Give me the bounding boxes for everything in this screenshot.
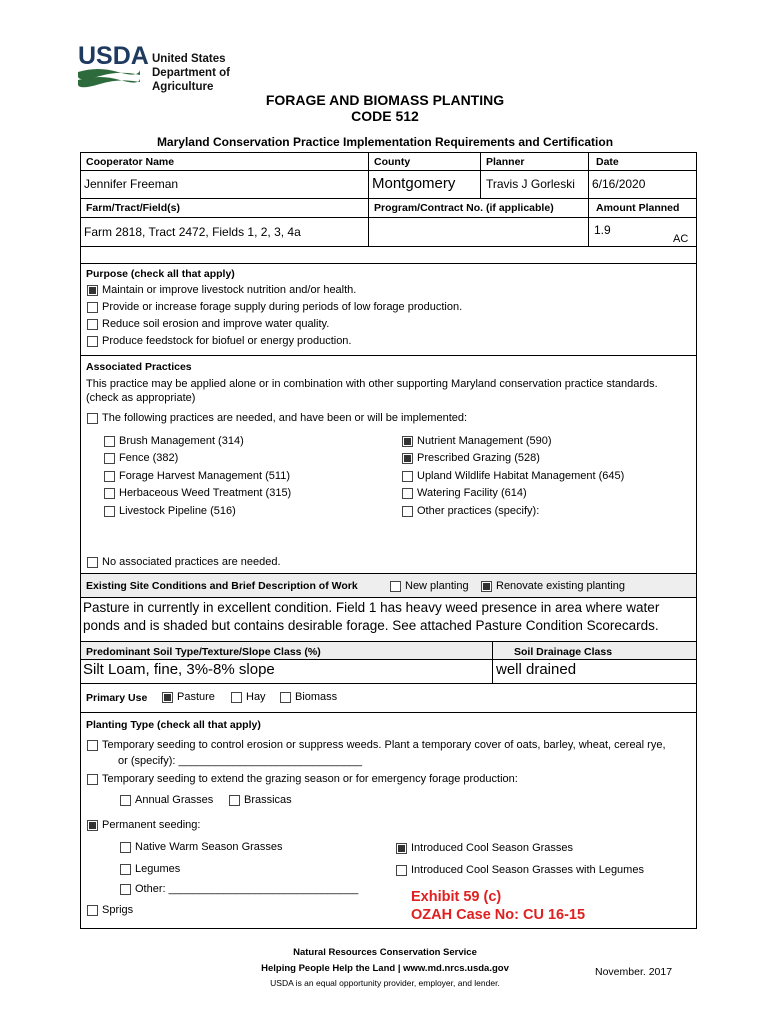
associated-desc-1: This practice may be applied alone or in combination with other supporting Maryland conservation practice standards.	[86, 378, 658, 390]
associated-desc-2: (check as appropriate)	[86, 392, 196, 404]
other-practices-label: Other practices (specify):	[417, 505, 540, 517]
upland-wildlife-label: Upland Wildlife Habitat Management (645)	[417, 470, 625, 482]
cool-season-legumes-checkbox[interactable]	[396, 865, 407, 876]
brassicas-label: Brassicas	[244, 794, 292, 806]
primary-use-label: Primary Use	[86, 692, 148, 704]
purpose-item-4: Produce feedstock for biofuel or energy production.	[102, 335, 352, 347]
temp-seeding-grazing-label: Temporary seeding to extend the grazing season or for emergency forage production:	[102, 773, 518, 785]
pasture-label: Pasture	[177, 691, 215, 703]
purpose-item-3: Reduce soil erosion and improve water quality.	[102, 318, 330, 330]
practices-needed-label: The following practices are needed, and have been or will be implemented:	[102, 412, 468, 424]
prescribed-grazing-label: Prescribed Grazing (528)	[417, 452, 540, 464]
prescribed-grazing-checkbox[interactable]	[402, 453, 413, 464]
legumes-label: Legumes	[135, 863, 181, 875]
purpose-checkbox-2[interactable]	[87, 302, 98, 313]
cooperator-label: Cooperator Name	[86, 156, 175, 168]
farm-field[interactable]: Farm 2818, Tract 2472, Fields 1, 2, 3, 4a	[84, 225, 301, 239]
form-subtitle: Maryland Conservation Practice Implementation Requirements and Certification	[156, 135, 614, 149]
amount-unit: AC	[673, 233, 689, 245]
annual-grasses-checkbox[interactable]	[120, 795, 131, 806]
cool-season-checkbox[interactable]	[396, 843, 407, 854]
temp-seeding-specify[interactable]: or (specify): ______________________________	[118, 755, 363, 767]
purpose-checkbox-1[interactable]	[87, 285, 98, 296]
exhibit-stamp-line-1: Exhibit 59 (c)	[411, 889, 502, 905]
other-seeding-label[interactable]: Other: _______________________________	[135, 883, 359, 895]
watering-facility-checkbox[interactable]	[402, 488, 413, 499]
amount-label: Amount Planned	[596, 202, 680, 214]
brush-management-checkbox[interactable]	[104, 436, 115, 447]
new-planting-label: New planting	[405, 580, 469, 592]
purpose-item-1: Maintain or improve livestock nutrition and/or health.	[102, 284, 357, 296]
temp-seeding-erosion-checkbox[interactable]	[87, 740, 98, 751]
permanent-seeding-checkbox[interactable]	[87, 820, 98, 831]
herbaceous-weed-label: Herbaceous Weed Treatment (315)	[119, 487, 292, 499]
cooperator-field[interactable]: Jennifer Freeman	[84, 177, 179, 191]
biomass-checkbox[interactable]	[280, 692, 291, 703]
other-seeding-checkbox[interactable]	[120, 884, 131, 895]
purpose-checkbox-4[interactable]	[87, 336, 98, 347]
pasture-checkbox[interactable]	[162, 692, 173, 703]
purpose-heading: Purpose (check all that apply)	[86, 268, 235, 280]
usda-logo-text: USDA	[78, 42, 149, 70]
livestock-pipeline-checkbox[interactable]	[104, 506, 115, 517]
existing-description-line-2[interactable]: ponds and is shaded but contains desirable forage. See attached Pasture Condition Scorecards.	[83, 618, 659, 633]
date-field[interactable]: 6/16/2020	[592, 177, 646, 191]
fence-checkbox[interactable]	[104, 453, 115, 464]
purpose-checkbox-3[interactable]	[87, 319, 98, 330]
no-associated-checkbox[interactable]	[87, 557, 98, 568]
form-code: CODE 512	[351, 108, 419, 124]
date-label: Date	[596, 156, 619, 168]
existing-heading: Existing Site Conditions and Brief Description of Work	[86, 580, 358, 592]
farm-label: Farm/Tract/Field(s)	[86, 202, 180, 214]
nutrient-management-checkbox[interactable]	[402, 436, 413, 447]
footer-tagline: Helping People Help the Land | www.md.nrcs.usda.gov	[261, 963, 509, 974]
planner-label: Planner	[486, 156, 525, 168]
footer-date: November. 2017	[595, 966, 673, 978]
upland-wildlife-checkbox[interactable]	[402, 471, 413, 482]
nutrient-management-label: Nutrient Management (590)	[417, 435, 552, 447]
cool-season-label: Introduced Cool Season Grasses	[411, 842, 574, 854]
soil-type-field[interactable]: Silt Loam, fine, 3%-8% slope	[83, 661, 275, 678]
soil-type-label: Predominant Soil Type/Texture/Slope Class (%)	[86, 646, 321, 658]
herbaceous-weed-checkbox[interactable]	[104, 488, 115, 499]
county-field[interactable]: Montgomery	[372, 175, 456, 192]
renovate-checkbox[interactable]	[481, 581, 492, 592]
new-planting-checkbox[interactable]	[390, 581, 401, 592]
practices-needed-checkbox[interactable]	[87, 413, 98, 424]
purpose-item-2: Provide or increase forage supply during periods of low forage production.	[102, 301, 463, 313]
brassicas-checkbox[interactable]	[229, 795, 240, 806]
soil-drainage-label: Soil Drainage Class	[514, 646, 613, 658]
brush-management-label: Brush Management (314)	[119, 435, 244, 447]
temp-seeding-grazing-checkbox[interactable]	[87, 774, 98, 785]
program-label: Program/Contract No. (if applicable)	[374, 202, 554, 214]
livestock-pipeline-label: Livestock Pipeline (516)	[119, 505, 236, 517]
hay-checkbox[interactable]	[231, 692, 242, 703]
legumes-checkbox[interactable]	[120, 864, 131, 875]
existing-description-line-1[interactable]: Pasture in currently in excellent condition. Field 1 has heavy weed presence in area where water	[83, 600, 660, 615]
hay-label: Hay	[246, 691, 266, 703]
amount-field[interactable]: 1.9	[594, 223, 611, 237]
planner-field[interactable]: Travis J Gorleski	[486, 177, 575, 191]
associated-heading: Associated Practices	[86, 361, 192, 373]
footer-equal-opportunity: USDA is an equal opportunity provider, employer, and lender.	[270, 978, 500, 988]
planting-heading: Planting Type (check all that apply)	[86, 719, 261, 731]
fence-label: Fence (382)	[119, 452, 179, 464]
annual-grasses-label: Annual Grasses	[135, 794, 214, 806]
footer-agency: Natural Resources Conservation Service	[293, 947, 477, 958]
sprigs-checkbox[interactable]	[87, 905, 98, 916]
no-associated-label: No associated practices are needed.	[102, 556, 281, 568]
native-warm-season-label: Native Warm Season Grasses	[135, 841, 283, 853]
watering-facility-label: Watering Facility (614)	[417, 487, 527, 499]
temp-seeding-erosion-label: Temporary seeding to control erosion or suppress weeds. Plant a temporary cover of oats, barley, wheat, cereal rye,	[102, 739, 666, 751]
usda-logo	[78, 40, 149, 90]
exhibit-stamp-line-2: OZAH Case No: CU 16-15	[411, 907, 586, 923]
biomass-label: Biomass	[295, 691, 338, 703]
permanent-seeding-label: Permanent seeding:	[102, 819, 201, 831]
soil-drainage-field[interactable]: well drained	[496, 661, 577, 678]
renovate-label: Renovate existing planting	[496, 580, 626, 592]
forage-harvest-checkbox[interactable]	[104, 471, 115, 482]
other-practices-checkbox[interactable]	[402, 506, 413, 517]
forage-harvest-label: Forage Harvest Management (511)	[119, 470, 290, 482]
cool-season-legumes-label: Introduced Cool Season Grasses with Legumes	[411, 864, 644, 876]
county-label: County	[374, 156, 411, 168]
native-warm-season-checkbox[interactable]	[120, 842, 131, 853]
sprigs-label: Sprigs	[102, 904, 134, 916]
form-title: FORAGE AND BIOMASS PLANTING	[265, 92, 505, 108]
agency-name: United States Department of Agriculture	[152, 53, 230, 93]
